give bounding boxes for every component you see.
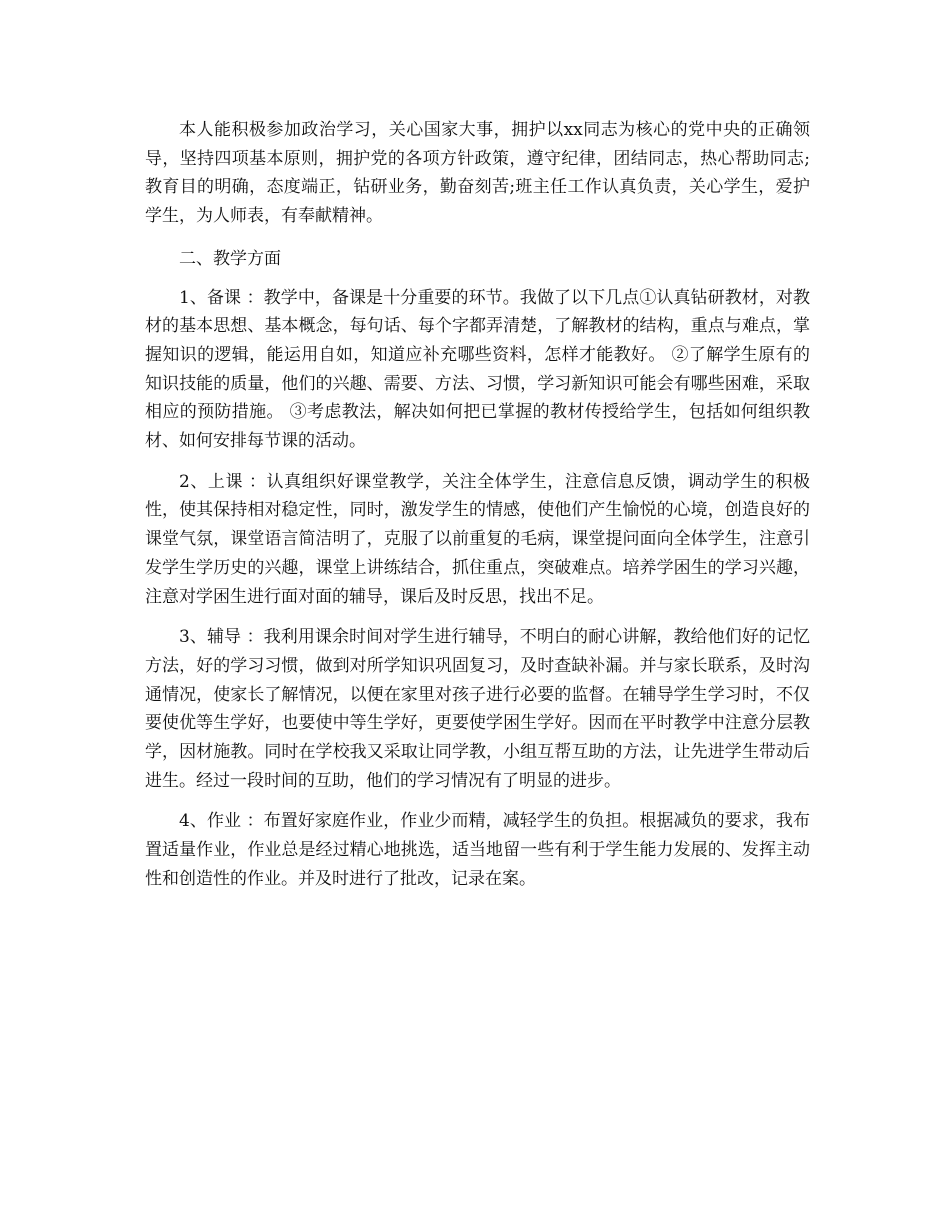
section-heading-teaching: 二、教学方面	[179, 248, 281, 269]
paragraph-classroom-teaching: 2、上课 ：认真组织好课堂教学，关注全体学生，注意信息反馈，调动学生的积极性，使其保持相对稳定性，同时，激发学生的情感，使他们产生愉悦的心境，创造良好的课堂气氛，课堂语言简洁明了，克服了以前重复的毛病，课堂提问面向全体学生，注意引发学生学历史的兴趣，课堂上讲练结合，抓住重点，突破难点。培养学困生的学习兴趣，注意对学困生进行面对面的辅导，课后及时反思，找出不足。	[145, 471, 810, 607]
paragraph-lesson-preparation: 1、备课 ：教学中，备课是十分重要的环节。我做了以下几点①认真钻研教材，对教材的基本思想、基本概念，每句话、每个字都弄清楚，了解教材的结构，重点与难点，掌握知识的逻辑，能运用自如，知道应补充哪些资料，怎样才能教好。 ②了解学生原有的知识技能的质量，他们的兴趣、需要、方法、习惯，学习新知识可能会有哪些困难，采取相应的预防措施。 ③考虑教法，解决如何把已掌握的教材传授给学生，包括如何组织教材、如何安排每节课的活动。	[145, 287, 810, 452]
paragraph-homework: 4、作业 ：布置好家庭作业，作业少而精，减轻学生的负担。根据减负的要求，我布置适量作业，作业总是经过精心地挑选，适当地留一些有利于学生能力发展的、发挥主动性和创造性的作业。并及时进行了批改，记录在案。	[145, 811, 810, 889]
paragraph-political-study: 本人能积极参加政治学习，关心国家大事，拥护以xx同志为核心的党中央的正确领导，坚持四项基本原则，拥护党的各项方针政策，遵守纪律，团结同志，热心帮助同志;教育目的明确，态度端正，钻研业务，勤奋刻苦;班主任工作认真负责，关心学生，爱护学生，为人师表，有奉献精神。	[145, 120, 810, 227]
paragraph-tutoring: 3、辅导 ：我利用课余时间对学生进行辅导，不明白的耐心讲解，教给他们好的记忆方法，好的学习习惯，做到对所学知识巩固复习，及时查缺补漏。并与家长联系，及时沟通情况，使家长了解情况，以便在家里对孩子进行必要的监督。在辅导学生学习时，不仅要使优等生学好，也要使中等生学好，更要使学困生学好。因而在平时教学中注意分层教学，因材施教。同时在学校我又采取让同学教，小组互帮互助的方法，让先进学生带动后进生。经过一段时间的互助，他们的学习情况有了明显的进步。	[145, 627, 810, 791]
document-body	[145, 116, 810, 894]
